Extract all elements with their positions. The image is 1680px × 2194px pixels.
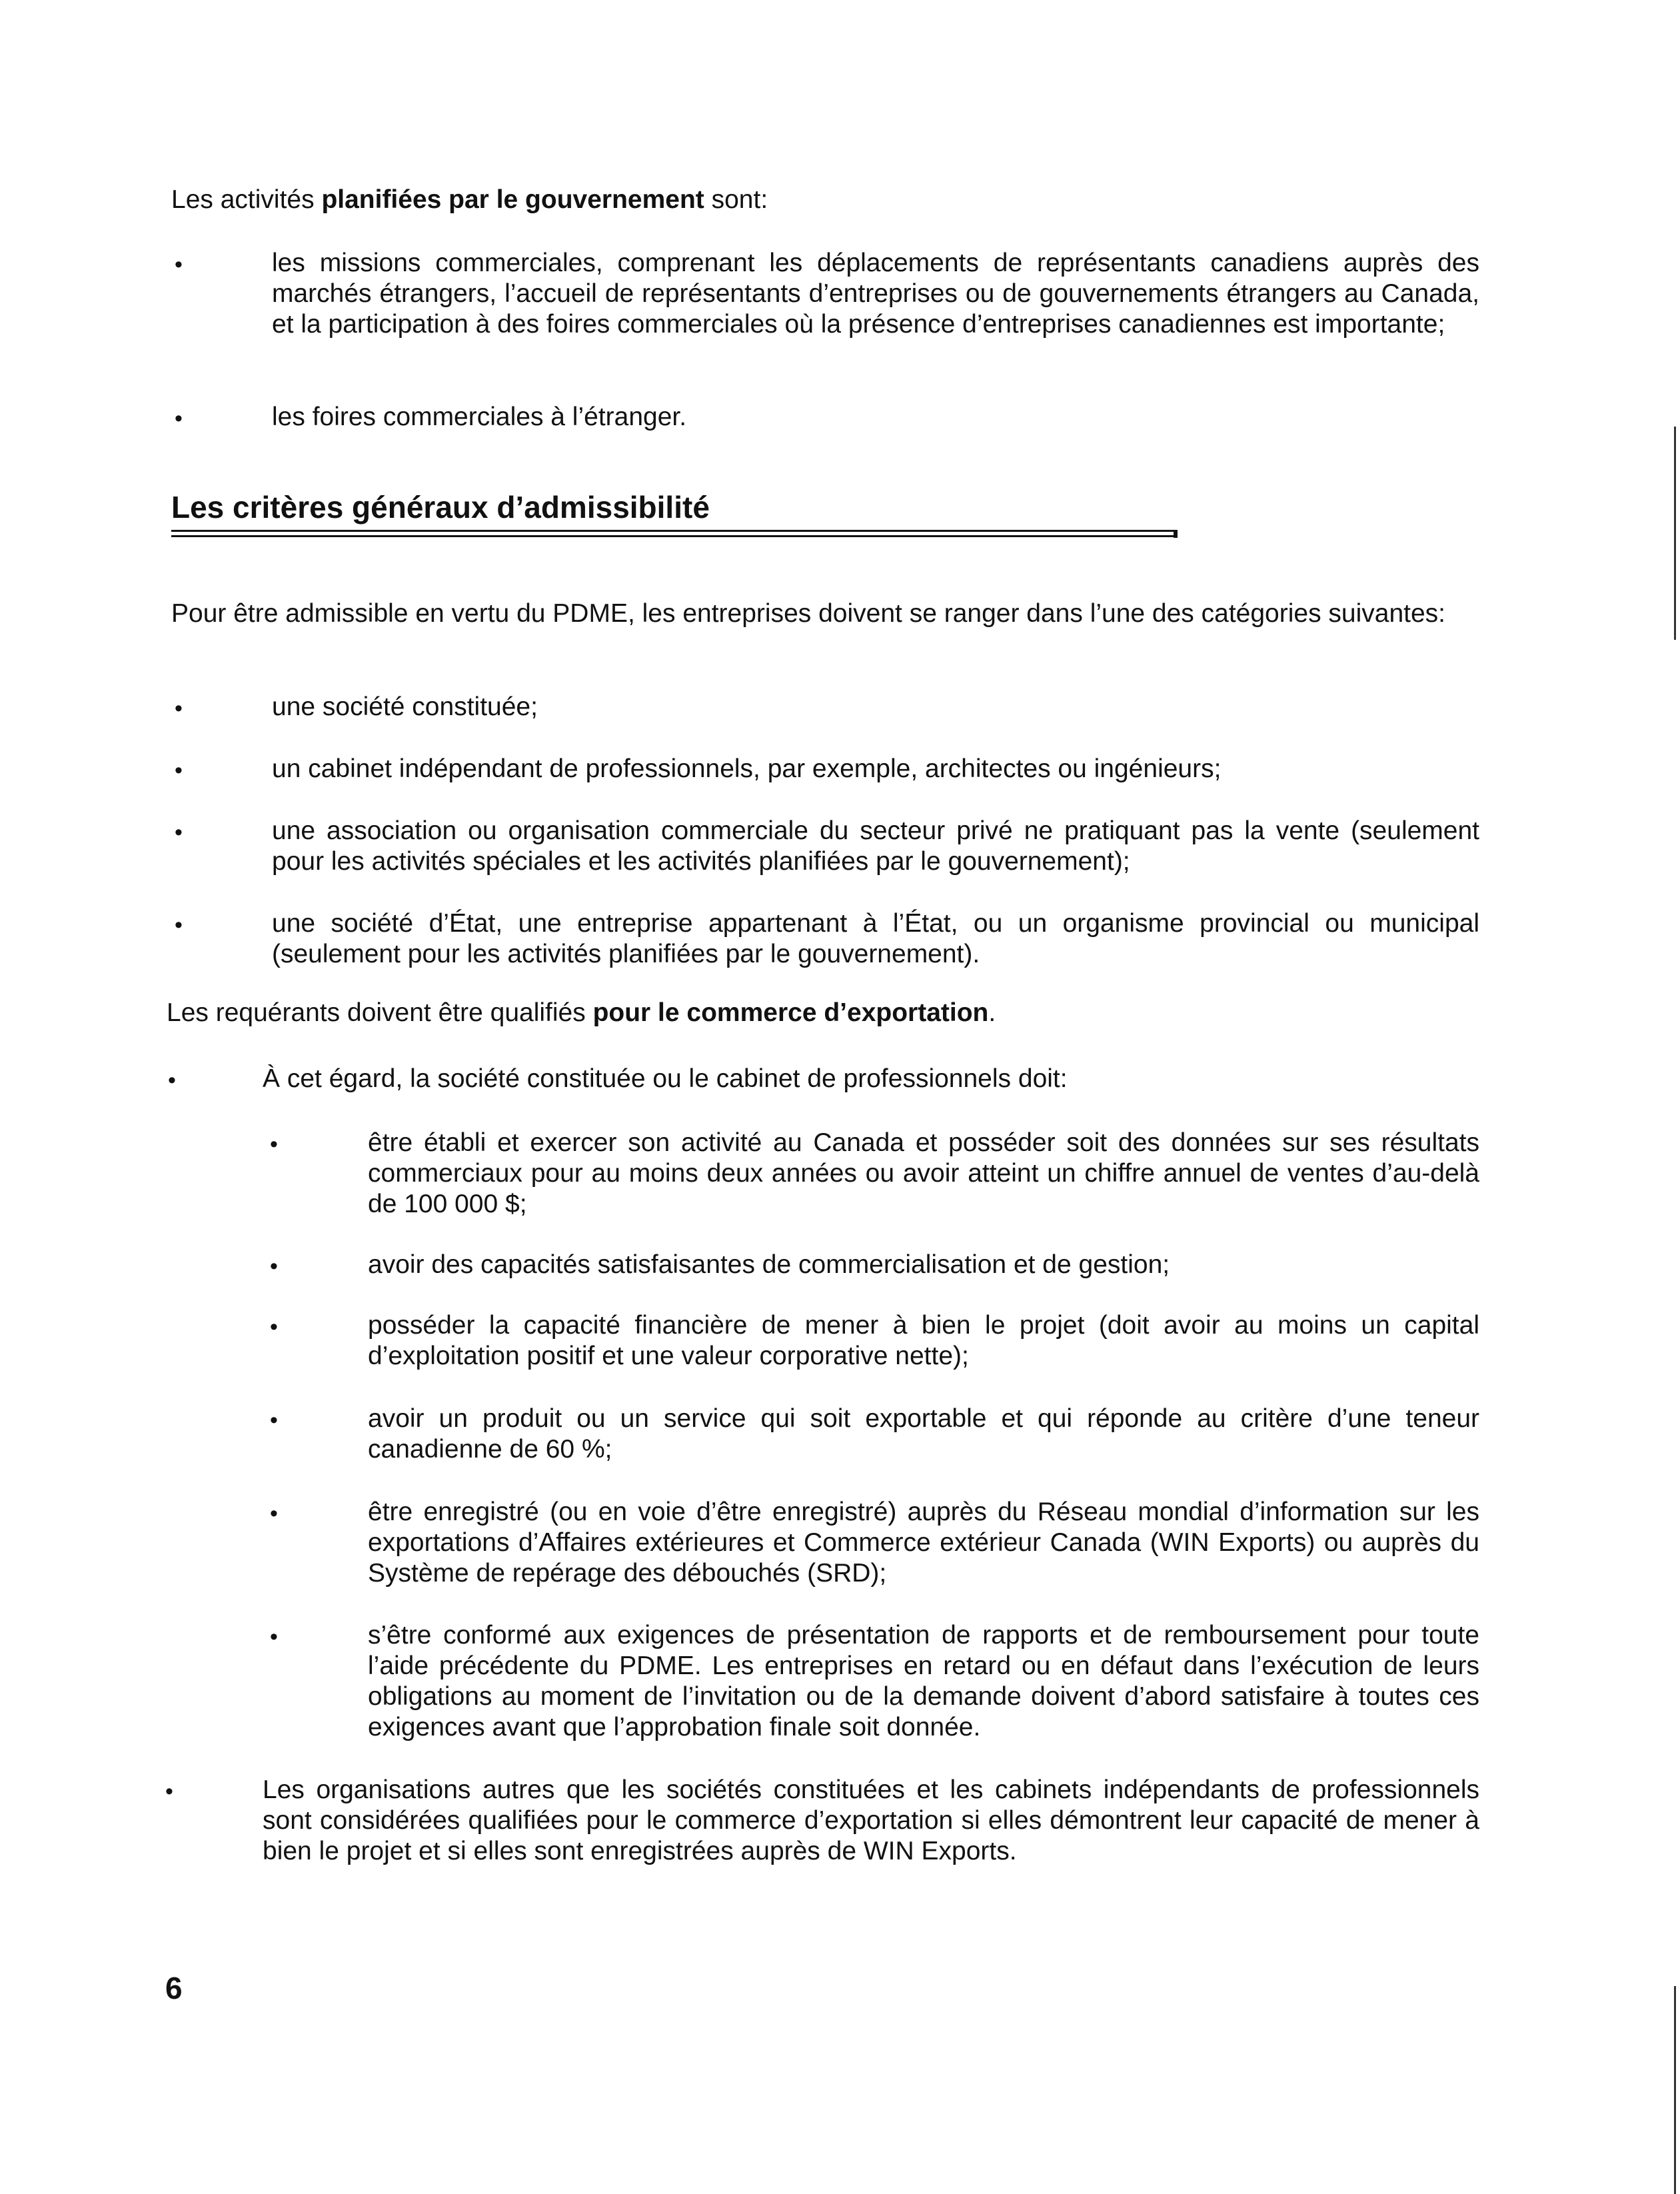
bullet: •: [270, 1314, 278, 1340]
list-item-category-1: une société constituée;: [272, 692, 538, 721]
requirement-item-4: avoir un produit ou un service qui soit exportable et qui réponde au critère d’une teneur canadienne de 60 %;: [368, 1404, 1479, 1464]
requirement-item-1: être établi et exercer son activité au Canada et posséder soit des données sur ses résultats commerciaux pour au moins deux années ou avoir atteint un chiffre annuel de ventes d’au-delà de 100 000 $;: [368, 1128, 1479, 1218]
heading-underline: [171, 530, 1178, 539]
requirement-item-3: posséder la capacité financière de mener à bien le projet (doit avoir au moins un capital d’exploitation positif et une valeur corporative nette);: [368, 1311, 1479, 1370]
other-organizations-paragraph: Les organisations autres que les sociétés constituées et les cabinets indépendants de professionnels sont considérées qualifiées pour le commerce d’exportation si elles démontrent leur capacité de mener à bien le projet et si elles sont enregistrées auprès de WIN Exports.: [263, 1775, 1479, 1865]
requirements-lead: À cet égard, la société constituée ou le cabinet de professionnels doit:: [263, 1064, 1068, 1093]
bullet: •: [270, 1624, 278, 1649]
bullet: •: [270, 1132, 278, 1157]
requirement-item-2: avoir des capacités satisfaisantes de commercialisation et de gestion;: [368, 1250, 1170, 1279]
bullet: •: [270, 1254, 278, 1279]
bullet: •: [175, 912, 183, 938]
scan-edge-line: [1674, 1986, 1676, 2194]
list-item-category-4: une société d’État, une entreprise appartenant à l’État, ou un organisme provincial ou municipal (seulement pour les activités planifiées par le gouvernement).: [272, 909, 1479, 968]
qualified-paragraph: Les requérants doivent être qualifiés pour le commerce d’exportation.: [167, 998, 996, 1027]
list-item-category-3: une association ou organisation commerciale du secteur privé ne pratiquant pas la vente (seulement pour les activités spéciales et les activités planifiées par le gouvernement);: [272, 816, 1479, 876]
bullet: •: [175, 758, 183, 783]
bullet: •: [270, 1501, 278, 1526]
intro-paragraph: Les activités planifiées par le gouvernement sont:: [171, 185, 768, 214]
bullet: •: [168, 1068, 176, 1093]
bullet: •: [175, 696, 183, 721]
bullet: •: [175, 406, 183, 431]
list-item-gov-fairs: les foires commerciales à l’étranger.: [272, 403, 687, 431]
bullet: •: [175, 820, 183, 845]
page-number: 6: [165, 1971, 183, 2005]
list-item-category-2: un cabinet indépendant de professionnels, par exemple, architectes ou ingénieurs;: [272, 754, 1222, 783]
scan-edge-line: [1674, 427, 1676, 640]
requirement-item-6: s’être conformé aux exigences de présentation de rapports et de remboursement pour toute l’aide précédente du PDME. Les entreprises en retard ou en défaut dans l’exécution de leurs obligations au moment de l’invitation ou de la demande doivent d’abord satisfaire à toutes ces exigences avant que l’approbation finale soit donnée.: [368, 1621, 1479, 1741]
section-heading: Les critères généraux d’admissibilité: [171, 490, 710, 525]
bullet: •: [165, 1779, 173, 1804]
requirement-item-5: être enregistré (ou en voie d’être enregistré) auprès du Réseau mondial d’information sur les exportations d’Affaires extérieures et Commerce extérieur Canada (WIN Exports) ou auprès du Système de repérage des débouchés (SRD);: [368, 1498, 1479, 1588]
bullet: •: [175, 252, 183, 277]
list-item-gov-missions: les missions commerciales, comprenant les déplacements de représentants canadiens auprès des marchés étrangers, l’accueil de représentants d’entreprises ou de gouvernements étrangers au Canada, et la participation à des foires commerciales où la présence d’entreprises canadiennes est importante;: [272, 249, 1479, 339]
eligibility-intro: Pour être admissible en vertu du PDME, les entreprises doivent se ranger dans l’une des catégories suivantes:: [171, 599, 1446, 628]
bullet: •: [270, 1408, 278, 1433]
